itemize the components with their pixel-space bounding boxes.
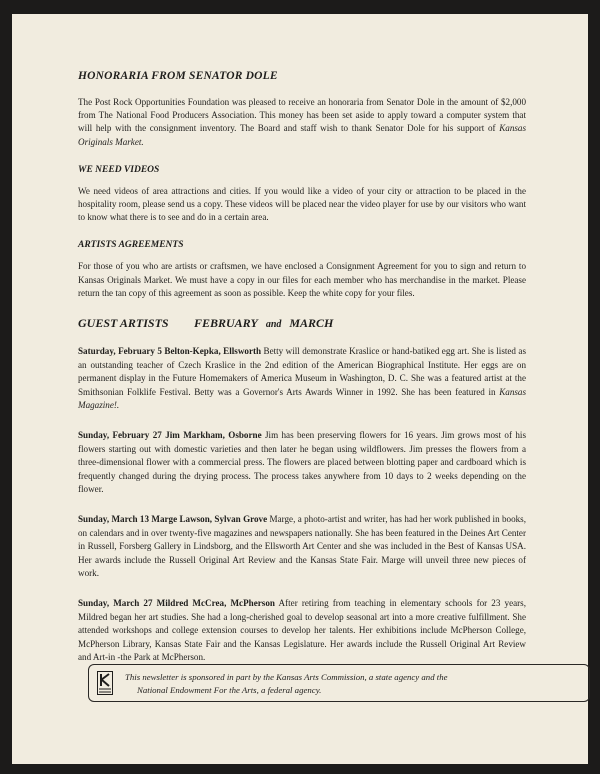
guest-entry: Sunday, March 13 Marge Lawson, Sylvan Grove Marge, a photo-artist and writer, has had her work published in books, on calendars and in over twenty-five magazines and newspapers nationally. She has been featured in the Deines Art Center in Russell, Forsberg Gallery in Lindsborg, and the Ellsworth Art Center and she was included in the Best of Kansas USA. Her awards include the Russell Original Art Review and the Kansas State Fair. Marge will unveil three new pieces of work. xyxy=(78,513,526,579)
guest-artists-section xyxy=(78,316,526,665)
agreements-section xyxy=(78,240,526,300)
sponsor-line-1: This newsletter is sponsored in part by the Kansas Arts Commission, a state agency and the xyxy=(125,672,448,682)
guest-entry-lead: Sunday, February 27 Jim Markham, Osborne xyxy=(78,430,262,440)
guest-entry-italic: Kansas Magazine!. xyxy=(78,386,526,411)
guest-entry-lead: Sunday, March 27 Mildred McCrea, McPherson xyxy=(78,597,275,608)
sponsor-text xyxy=(125,671,575,697)
sponsor-footer-box xyxy=(88,664,590,702)
honoraria-body: The Post Rock Opportunities Foundation was pleased to receive an honoraria from Senator Dole in the amount of $2,000 from The National Food Producers Association. This money has been set aside to apply toward a computer system that will help with the consignment inventory. The Board and staff wish to thank Senator Dole for his support of Kansas Originals Market. xyxy=(78,97,526,147)
honoraria-body-italic: Kansas Originals Market. xyxy=(78,123,526,147)
agreements-body: For those of you who are artists or craftsmen, we have enclosed a Consignment Agreement for you to sign and return to Kansas Originals Market. We must have a copy in our files for each member who has merchandise in the market. Please return the tan copy of this agreement as soon as possible. Keep the white copy for your files. xyxy=(78,261,526,298)
guest-heading-and: and xyxy=(265,319,282,331)
sponsor-line-2: National Endowment For the Arts, a federal agency. xyxy=(137,685,322,695)
newsletter-page xyxy=(12,14,588,764)
kansas-arts-commission-logo xyxy=(97,671,113,695)
videos-heading: WE NEED VIDEOS xyxy=(78,164,160,175)
honoraria-heading: HONORARIA FROM SENATOR DOLE xyxy=(78,70,278,82)
guest-month-february: FEBRUARY xyxy=(194,316,258,331)
guest-artists-heading xyxy=(78,316,526,331)
guest-entry-lead: Sunday, March 13 Marge Lawson, Sylvan Grove xyxy=(78,513,268,524)
guest-artists-title: GUEST ARTISTS xyxy=(78,316,169,331)
agreements-heading: ARTISTS AGREEMENTS xyxy=(78,240,184,251)
videos-body: We need videos of area attractions and cities. If you would like a video of your city or attraction to be placed in the hospitality room, please send us a copy. These videos will be placed near the video player for use by our visitors who want to know what there is to see and do in a certain area. xyxy=(78,185,526,223)
videos-section xyxy=(78,165,526,225)
newsletter-content xyxy=(78,70,526,681)
guest-month-march: MARCH xyxy=(289,316,334,331)
guest-entry: Sunday, February 27 Jim Markham, Osborne Jim has been preserving flowers for 16 years. Jim grows most of his flowers starting out with domestic varieties and then later he began using wildflowers. Jim presses the flowers from a three-dimensional flower with a commercial press. The flowers are placed between blotting paper and cardboard which is frequently changed during the drying process. The process takes anywhere from 10 days to 2 weeks depending on the flower. xyxy=(78,430,526,495)
honoraria-section xyxy=(78,70,526,149)
guest-entry: Saturday, February 5 Belton-Kepka, Ellsworth Betty will demonstrate Kraslice or hand-batiked egg art. She is listed as an outstanding teacher of Czech Kraslice in the 2nd edition of the American Biographical Institute. Her eggs are on permanent display in the Future Homemakers of America Museum in Washington, D. C. She was a featured artist at the Smithsonian Folklife Festival. Betty was a Governor's Arts Awards Winner in 1992. She has been featured in Kansas Magazine!. xyxy=(78,346,526,411)
guest-entry-lead: Saturday, February 5 Belton-Kepka, Ellsworth xyxy=(78,346,262,357)
guest-entry: Sunday, March 27 Mildred McCrea, McPherson After retiring from teaching in elementary schools for 23 years, Mildred began her art studies. She had a long-cherished goal to develop seasonal art into a more creative fulfillment. She attended workshops and college extension courses to develop her talents. Her exhibitions include McPherson College, McPherson Library, Kansas State Fair and the Kansas Legislature. Her awards include the Russell Original Art Review and Art-in -the Park at McPherson. xyxy=(78,597,526,663)
